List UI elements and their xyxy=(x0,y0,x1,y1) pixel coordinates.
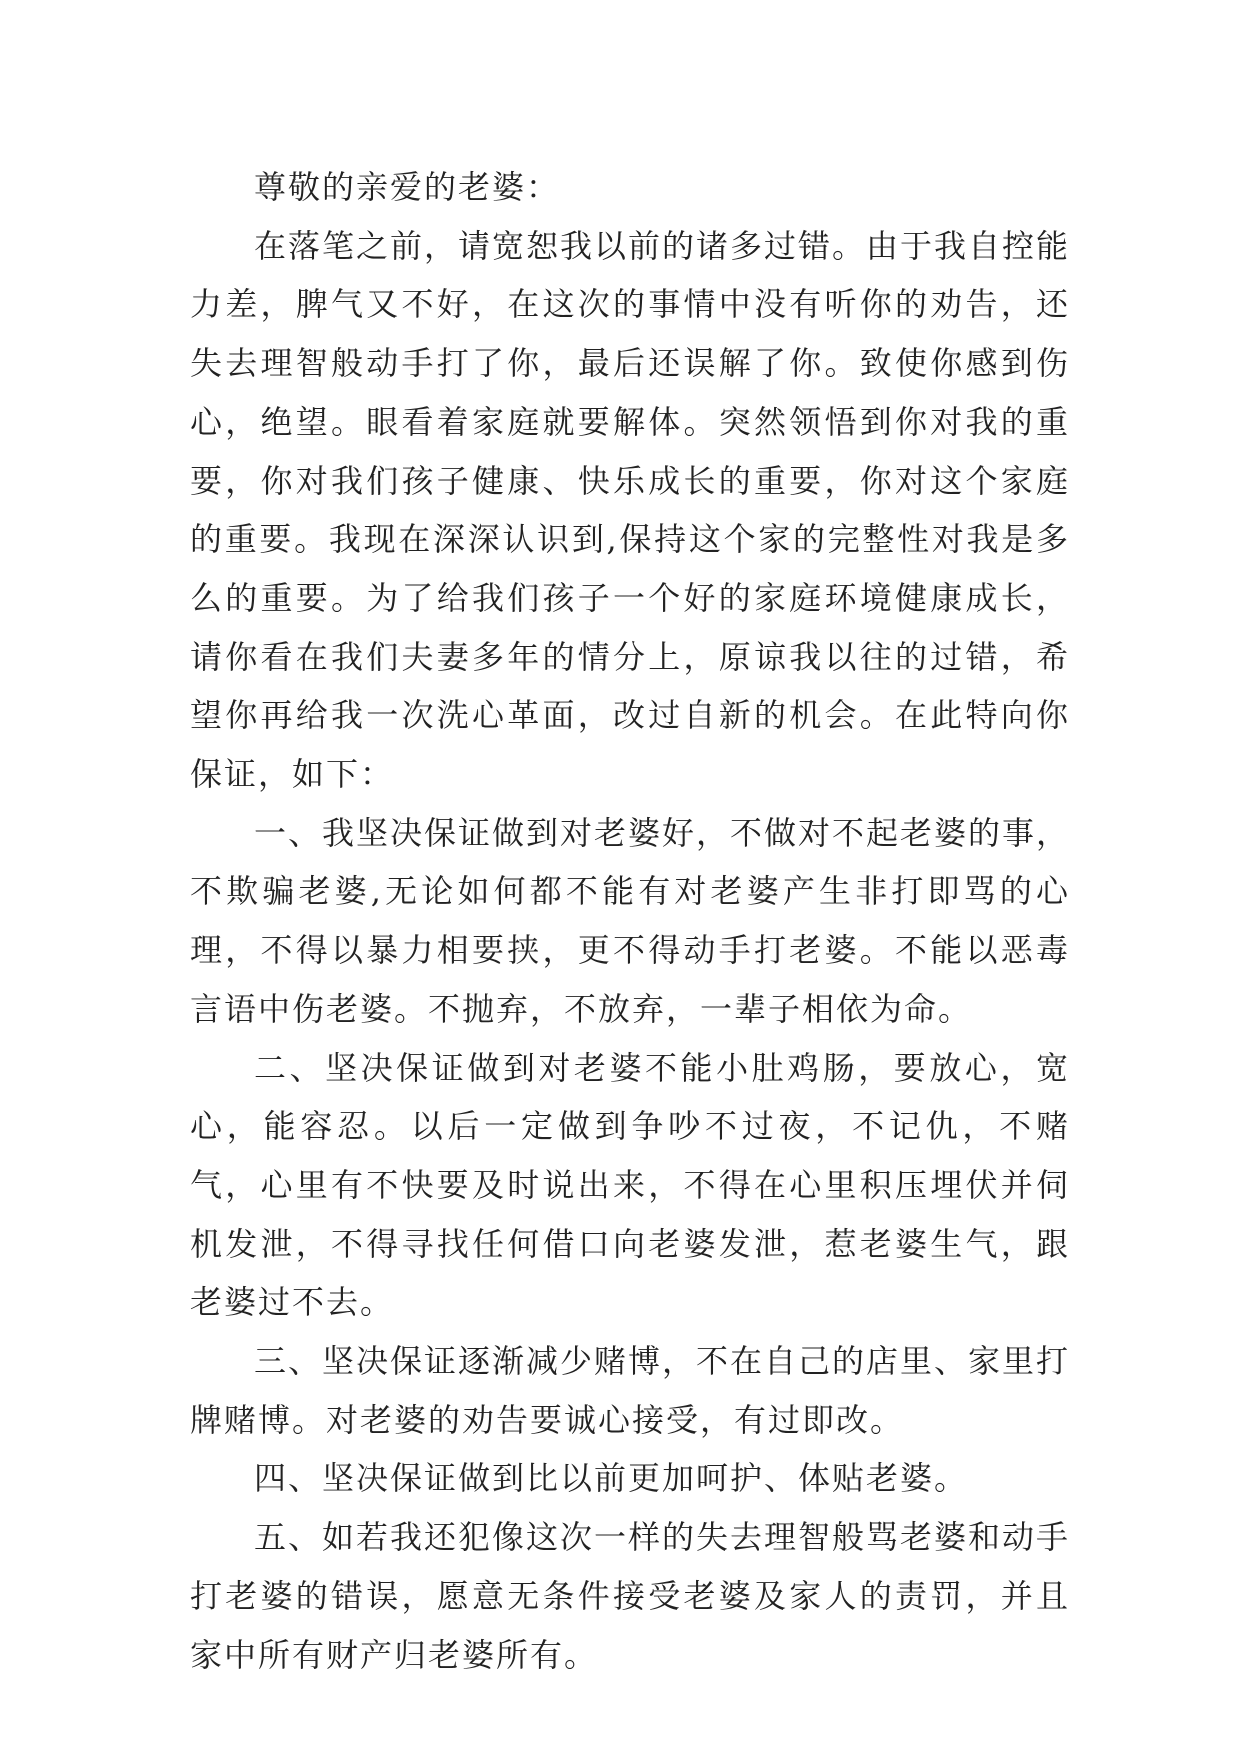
paragraph-pledge-4: 四、坚决保证做到比以前更加呵护、体贴老婆。 xyxy=(254,1459,969,1498)
paragraph-pledge-3: 三、坚决保证逐渐减少赌博，不在自己的店里、家里打牌赌博。对老婆的劝告要诚心接受，有过即改。 xyxy=(190,1342,1071,1439)
letter-body xyxy=(190,158,1070,1684)
paragraph-pledge-1: 一、我坚决保证做到对老婆好，不做对不起老婆的事，不欺骗老婆,无论如何都不能有对老婆产生非打即骂的心理，不得以暴力相要挟，更不得动手打老婆。不能以恶毒言语中伤老婆。不抛弃，不放弃，一辈子相依为命。 xyxy=(190,813,1071,1028)
paragraph-intro: 在落笔之前，请宽恕我以前的诸多过错。由于我自控能力差，脾气又不好，在这次的事情中没有听你的劝告，还失去理智般动手打了你，最后还误解了你。致使你感到伤心，绝望。眼看着家庭就要解体。突然领悟到你对我的重要，你对我们孩子健康、快乐成长的重要，你对这个家庭的重要。我现在深深认识到,保持这个家的完整性对我是多么的重要。为了给我们孩子一个好的家庭环境健康成长，请你看在我们夫妻多年的情分上，原谅我以往的过错，希望你再给我一次洗心革面，改过自新的机会。在此特向你保证，如下： xyxy=(190,226,1071,794)
salutation: 尊敬的亲爱的老婆： xyxy=(254,168,561,206)
paragraph-pledge-2: 二、坚决保证做到对老婆不能小肚鸡肠，要放心，宽心，能容忍。以后一定做到争吵不过夜，不记仇，不赌气，心里有不快要及时说出来，不得在心里积压埋伏并伺机发泄，不得寻找任何借口向老婆发泄，惹老婆生气，跟老婆过不去。 xyxy=(190,1048,1070,1322)
paragraph-pledge-5: 五、如若我还犯像这次一样的失去理智般骂老婆和动手打老婆的错误，愿意无条件接受老婆及家人的责罚，并且家中所有财产归老婆所有。 xyxy=(190,1518,1071,1674)
